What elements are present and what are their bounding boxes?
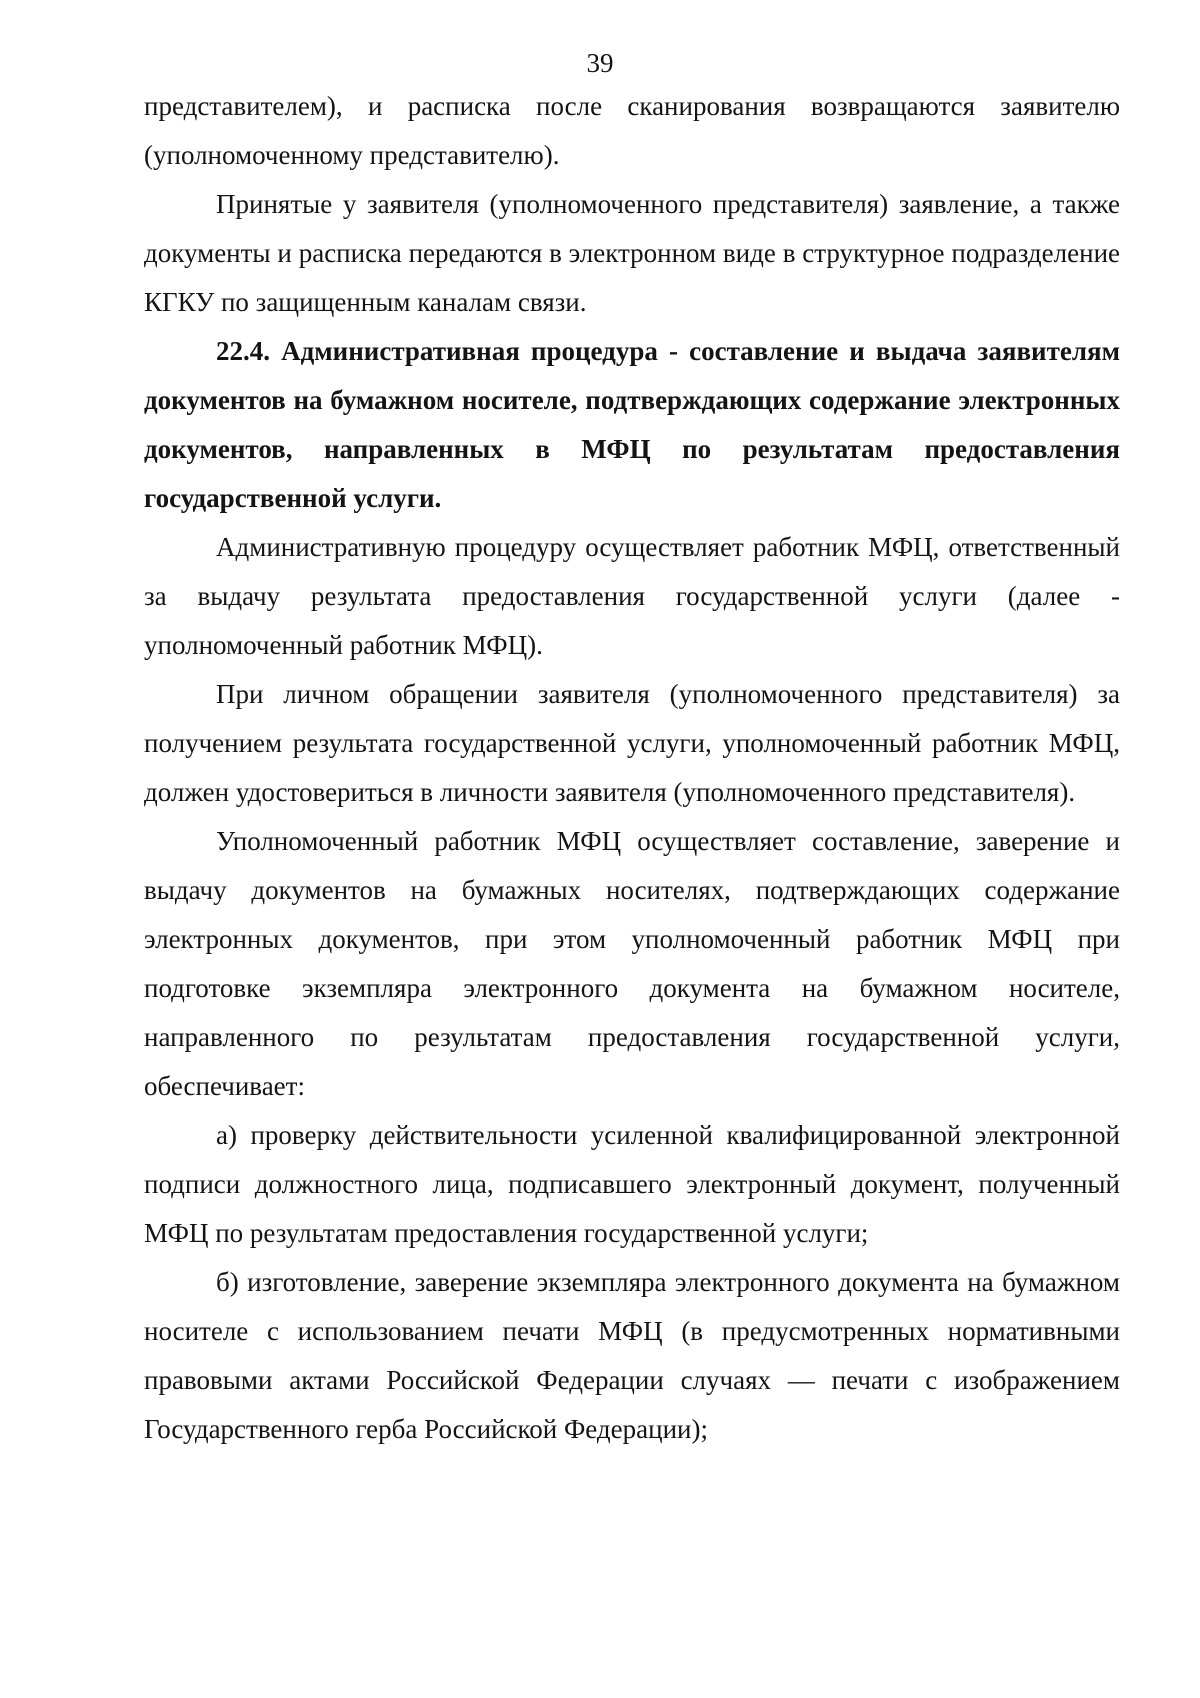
- list-item-a: а) проверку действительности усиленной квалифицированной электронной подписи должностного лица, подписавшего электронный документ, полученный МФЦ по результатам предоставления государственной услуги;: [144, 1120, 1120, 1248]
- paragraph-personal-appeal: При личном обращении заявителя (уполномоченного представителя) за получением результата государственной услуги, уполномоченный работник МФЦ, должен удостовериться в личности заявителя (уполномоченного представителя).: [144, 679, 1120, 807]
- paragraph-continuation: представителем), и расписка после сканирования возвращаются заявителю (уполномоченному представителю).: [144, 91, 1120, 170]
- paragraph-accepted-documents: Принятые у заявителя (уполномоченного представителя) заявление, а также документы и расписка передаются в электронном виде в структурное подразделение КГКУ по защищенным каналам связи.: [144, 189, 1120, 317]
- paragraph-authorized-worker-duties: Уполномоченный работник МФЦ осуществляет составление, заверение и выдачу документов на бумажных носителях, подтверждающих содержание электронных документов, при этом уполномоченный работник МФЦ при подготовке экземпляра электронного документа на бумажном носителе, направленного по результатам предоставления государственной услуги, обеспечивает:: [144, 826, 1120, 1101]
- document-body: [144, 82, 1120, 1454]
- list-item-b: б) изготовление, заверение экземпляра электронного документа на бумажном носителе с использованием печати МФЦ (в предусмотренных нормативными правовыми актами Российской Федерации случаях — печати с изображением Государственного герба Российской Федерации);: [144, 1267, 1120, 1444]
- paragraph-procedure-performer: Административную процедуру осуществляет работник МФЦ, ответственный за выдачу результата предоставления государственной услуги (далее - уполномоченный работник МФЦ).: [144, 532, 1120, 660]
- section-heading: 22.4. Административная процедура - составление и выдача заявителям документов на бумажном носителе, подтверждающих содержание электронных документов, направленных в МФЦ по результатам предоставления государственной услуги.: [144, 336, 1120, 513]
- page-number: 39: [586, 48, 614, 78]
